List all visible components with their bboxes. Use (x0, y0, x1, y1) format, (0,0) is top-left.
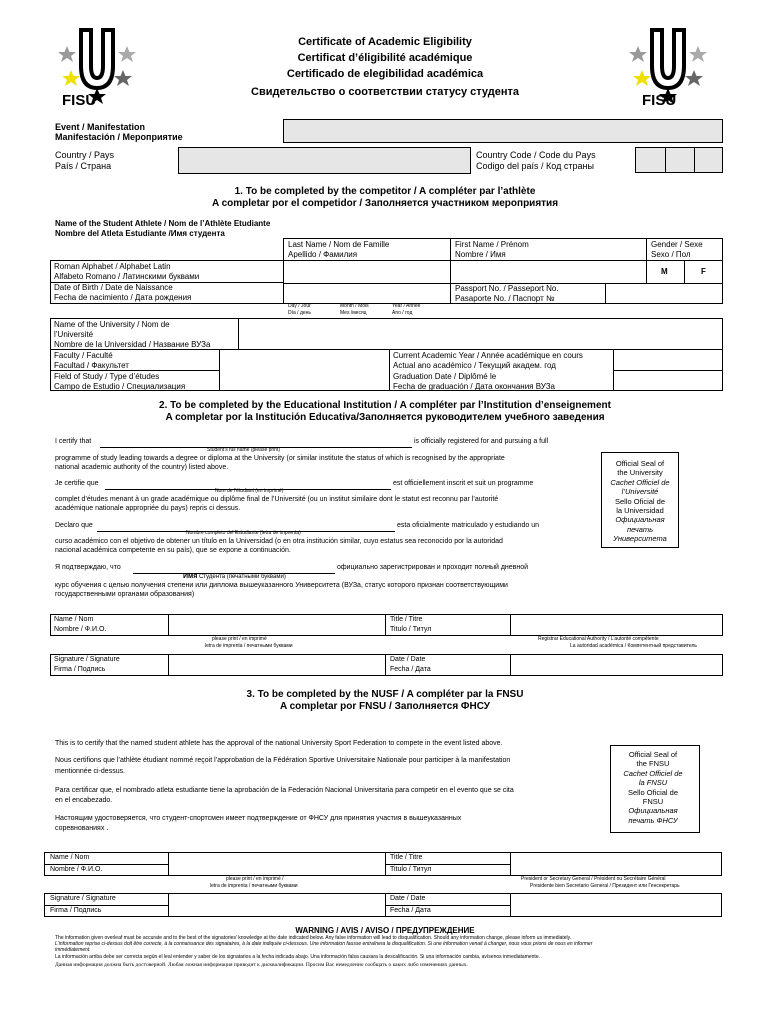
month-hint-2: Mes /месяц (340, 310, 367, 316)
month-hint: Month / Mois (340, 303, 369, 309)
certify-es-d: nacional académica competente en su país), que se expone a continuación. (55, 547, 291, 554)
nusf-fr: Nous certifions que l’athlète étudiant nommé reçoit l’approbation de la Fédération Sportive Universitaire Nationale pour participer à la manifestation (55, 757, 511, 764)
nusf-print-hint: please print / en imprimé / (226, 876, 284, 882)
section1-heading: 1. To be completed by the competitor / A compléter par l’athlète (234, 186, 536, 197)
first-name-label: First Name / Prénom (455, 240, 529, 249)
registrar-date-label: Date / Date (390, 656, 426, 663)
certify-fr-d: académique nationale appropriée du pays) repris ci dessus. (55, 505, 241, 512)
section2-heading: 2. To be completed by the Educational Institution / A compléter par l’Institution d’enseignement (159, 400, 611, 411)
country-label: Country / Pays (55, 150, 115, 160)
certify-ru-hint: Студента (печатными буквами) (197, 574, 286, 580)
certify-es-a: Declaro que (55, 522, 93, 529)
nusf-name-label: Name / Nom (50, 854, 90, 861)
day-hint-2: Día / день (288, 310, 312, 316)
university-label: Name of the University / Nom de (54, 320, 170, 329)
university-label-3: Nombre de la Universidad / Название ВУЗа (54, 340, 211, 349)
roman-alphabet-label: Roman Alphabet / Alphabet Latin (54, 262, 171, 271)
nusf-en: This is to certify that the named student athlete has the approval of the national University Sport Federation to compete in the event listed above. (55, 740, 503, 747)
first-name-label-2: Nombre / Имя (455, 250, 506, 259)
university-seal-box (601, 452, 679, 548)
certify-fr-c: complet d’études menant à un grade académique ou diplôme final de l’Université (ou un institut similaire dont le statut est reconnu par l’autorité (55, 496, 499, 503)
passport-label: Passport No. / Passeport No. (455, 284, 559, 293)
registrar-print-hint: please print / en imprimé (212, 636, 267, 642)
section3-heading-2: A completar por FNSU / Заполняется ФНСУ (279, 701, 491, 712)
certify-en-a: I certify that (55, 438, 92, 445)
dob-label-2: Fecha de nacimiento / Дата рождения (54, 293, 192, 302)
faculty-input[interactable] (220, 350, 388, 369)
event-label-2: Manifestación / Мероприятие (55, 132, 183, 142)
nusf-print-hint-2: letra de imprenta / печатными буквами (210, 883, 298, 889)
warning-fr-2: immédiatement. (55, 947, 91, 953)
registrar-authority-hint: Registrar Educational Authority / L’autorité compétente (538, 636, 659, 642)
fisu-logo-text-left: FISU (62, 92, 97, 109)
gender-m-option[interactable]: M (661, 267, 668, 276)
certify-en-d: national academic authority of the country) listed above. (55, 464, 229, 471)
warning-es: La información arriba debe ser correcta según el leal entender y saber de los signatarios a la fecha indicada abajo. Una información falsa causara la descalificación. Si una información cambia, avísenos inmediatamente. (55, 954, 540, 960)
nusf-es: Para certificar que, el nombrado atleta estudiante tiene la aprobación de la Federación Nacional Universitaria para competir en el evento que se cita (55, 787, 514, 794)
certify-en-b: is officially registered for and pursuing a full (414, 438, 549, 445)
fnsu-seal: Official Seal of the FNSU Cachet Officiel de la FNSU Sello Oficial de FNSU Официальная печать ФНСУ (623, 750, 683, 825)
gender-label-2: Sexo / Пол (651, 250, 691, 259)
university-seal: Official Seal of the University Cachet Officiel de l’Université Sello Oficial de la Universidad Официальная печать Университета (610, 459, 670, 543)
university-label-2: l’Université (54, 330, 94, 339)
certify-fr-b: est officiellement inscrit et suit un programme (393, 480, 534, 487)
nusf-es-2: en el encabezado. (55, 797, 113, 804)
field-of-study-input[interactable] (220, 371, 388, 390)
year-hint-2: Ano / год (392, 310, 413, 316)
section1-heading-2: A completar por el competidor / Заполняется участником мероприятия (211, 198, 559, 209)
passport-label-2: Pasaporte No. / Паспорт № (455, 294, 555, 303)
registrar-title-input[interactable] (511, 615, 722, 635)
country-code-label: Country Code / Code du Pays (476, 150, 596, 160)
certify-es-hint: Nombre completo del Estudiante (letra de imprenta) (186, 530, 301, 536)
graduation-label-2: Fecha de graduación / Дата окончания ВУЗа (393, 382, 555, 391)
registrar-signature-label: Signature / Signature (54, 656, 120, 663)
faculty-label: Faculty / Faculté (54, 351, 113, 360)
nusf-ru: Настоящим удостоверяется, что студент-спортсмен имеет подтверждение от ФНСУ для принятия участия в вышеуказанных (55, 815, 462, 822)
gender-label: Gender / Sexe (651, 240, 703, 249)
fisu-logo-text-right: FISU (642, 92, 677, 109)
registrar-print-hint-2: letra de imprenta / печатными буквами (205, 643, 293, 649)
field-of-study-label-2: Campo de Estudio / Специализация (54, 382, 186, 391)
nusf-title-input[interactable] (511, 853, 721, 875)
title-ru: Свидетельство о соответствии статусу студента (251, 86, 519, 98)
nusf-title-label: Title / Titre (390, 854, 423, 861)
registrar-title-label-2: Titulo / Титул (390, 626, 432, 633)
section2-heading-2: A completar por la Institución Educativa/Заполняется руководителем учебного заведения (165, 412, 605, 423)
nusf-signature-input[interactable] (169, 894, 384, 916)
certify-es-c: curso académico con el objetivo de obtener un título en la Universidad (o en otra institución similar, cuyo estatus sea reconocido por la autoridad (55, 538, 503, 545)
graduation-label: Graduation Date / Diplômé le (393, 372, 497, 381)
dob-label: Date of Birth / Date de Naissance (54, 283, 173, 292)
registrar-name-label: Name / Nom (54, 616, 94, 623)
certify-en-hint: Student’s full name (please print) (207, 447, 281, 453)
university-input[interactable] (239, 319, 722, 348)
event-input[interactable] (283, 119, 723, 143)
registrar-name-input[interactable] (169, 615, 384, 635)
dob-input[interactable] (284, 284, 449, 303)
last-name-label: Last Name / Nom de Famille (288, 240, 390, 249)
nusf-president-hint: President or Secretary General / Président ou Secrétaire Général (521, 876, 666, 882)
nusf-signature-label-2: Firma / Подпись (50, 907, 102, 914)
nusf-president-hint-2: Presidente bien Secretario General / Президент или Генсекретарь (530, 883, 680, 889)
first-name-input[interactable] (451, 261, 645, 282)
day-hint: Day / Jour (288, 303, 311, 309)
nusf-date-label-2: Fecha / Дата (390, 907, 431, 914)
academic-year-label-2: Actual ano académico / Текущий академ. год (393, 361, 556, 370)
nusf-date-label: Date / Date (390, 895, 426, 902)
athlete-name-label: Name of the Student Athlete / Nom de l’Athlète Etudiante (55, 219, 271, 228)
certify-ru-hint-bold: Имя (183, 573, 198, 580)
year-hint: Year / Année (392, 303, 421, 309)
nusf-ru-2: соревнованиях . (55, 825, 109, 832)
section3-heading: 3. To be completed by the NUSF / A compléter par la FNSU (246, 689, 524, 700)
warning-en: The information given overleaf must be accurate and to the best of the signatories' knowledge at the date indicated below. Any false information will lead to disqualification. Should any information change, please inform us immediately. (55, 935, 572, 941)
certify-ru-a: Я подтверждаю, что (55, 564, 121, 571)
certify-ru-d: государственными органами образования) (55, 591, 195, 598)
country-label-2: País / Страна (55, 161, 112, 171)
nusf-title-label-2: Titulo / Титул (390, 866, 432, 873)
fnsu-seal-box (610, 745, 700, 833)
certify-es-b: esta oficialmente matriculado y estudiando un (397, 522, 540, 529)
nusf-name-label-2: Nombre / Ф.И.О. (50, 866, 103, 873)
certify-ru-b: официально зарегистрирован и проходит полный дневной (337, 564, 529, 571)
country-code-label-2: Codigo del país / Код страны (476, 161, 594, 171)
warning-fr: L'information reprise ci-dessus doit être correcte, à la connaissance des signataires, à la date indiquée ci-dessous. Une information fausse entraînera la disqualification. Si une information venait à changer, nous vous prions de nous en informer (55, 941, 593, 947)
academic-year-input[interactable] (614, 350, 722, 369)
roman-alphabet-label-2: Alfabeto Romano / Латинскими буквами (54, 272, 200, 281)
certify-ru-c: курс обучения с целью получения степени или диплома вышеуказанного Университета (ВУЗа, статус которого признан соответствующими (55, 582, 508, 589)
registrar-date-input[interactable] (511, 655, 722, 675)
title-fr: Certificat d’éligibilité académique (297, 52, 473, 64)
registrar-signature-input[interactable] (169, 655, 384, 675)
certify-en-c: programme of study leading towards a degree or diploma at the University (or similar institute the status of which is recognised by the appropriate (55, 455, 505, 462)
country-input[interactable] (178, 147, 471, 174)
registrar-signature-label-2: Firma / Подпись (54, 666, 106, 673)
country-code-input[interactable] (635, 147, 723, 173)
registrar-name-label-2: Nombre / Ф.И.О. (54, 626, 107, 633)
last-name-input[interactable] (284, 261, 449, 282)
graduation-input[interactable] (614, 371, 722, 390)
nusf-fr-2: mentionnée ci-dessus. (55, 768, 126, 775)
faculty-label-2: Facultad / Факультет (54, 361, 129, 370)
academic-year-label: Current Academic Year / Année académique en cours (393, 351, 583, 360)
nusf-date-input[interactable] (511, 894, 721, 916)
passport-input[interactable] (605, 283, 723, 304)
title-es: Certificado de elegibilidad académica (286, 68, 484, 80)
athlete-name-label-2: Nombre del Atleta Estudiante /Имя студента (55, 229, 225, 238)
title-en: Certificate of Academic Eligibility (298, 36, 472, 48)
registrar-authority-hint-2: La autoridad académica / Компетентный представитель (570, 643, 698, 649)
warning-ru: Данная информация должна быть достоверной. Любая ложная информация приводит к дисквалификации. Просим Вас немедленно сообщать о каких либо изменениях данных. (55, 962, 468, 968)
warning-title: WARNING / AVIS / AVISO / ПРЕДУПРЕЖДЕНИЕ (295, 926, 475, 935)
last-name-label-2: Apellido / Фамилия (288, 250, 358, 259)
certify-fr-a: Je certifie que (55, 480, 99, 487)
nusf-signature-label: Signature / Signature (50, 895, 116, 902)
event-label: Event / Manifestation (55, 122, 146, 132)
registrar-title-label: Title / Titre (390, 616, 423, 623)
gender-f-option[interactable]: F (701, 267, 706, 276)
field-of-study-label: Field of Study / Type d’études (54, 372, 160, 381)
certify-fr-hint: Nom de l’étudiant (en imprimé) (215, 488, 284, 494)
nusf-name-input[interactable] (169, 853, 384, 875)
registrar-date-label-2: Fecha / Дата (390, 666, 431, 673)
